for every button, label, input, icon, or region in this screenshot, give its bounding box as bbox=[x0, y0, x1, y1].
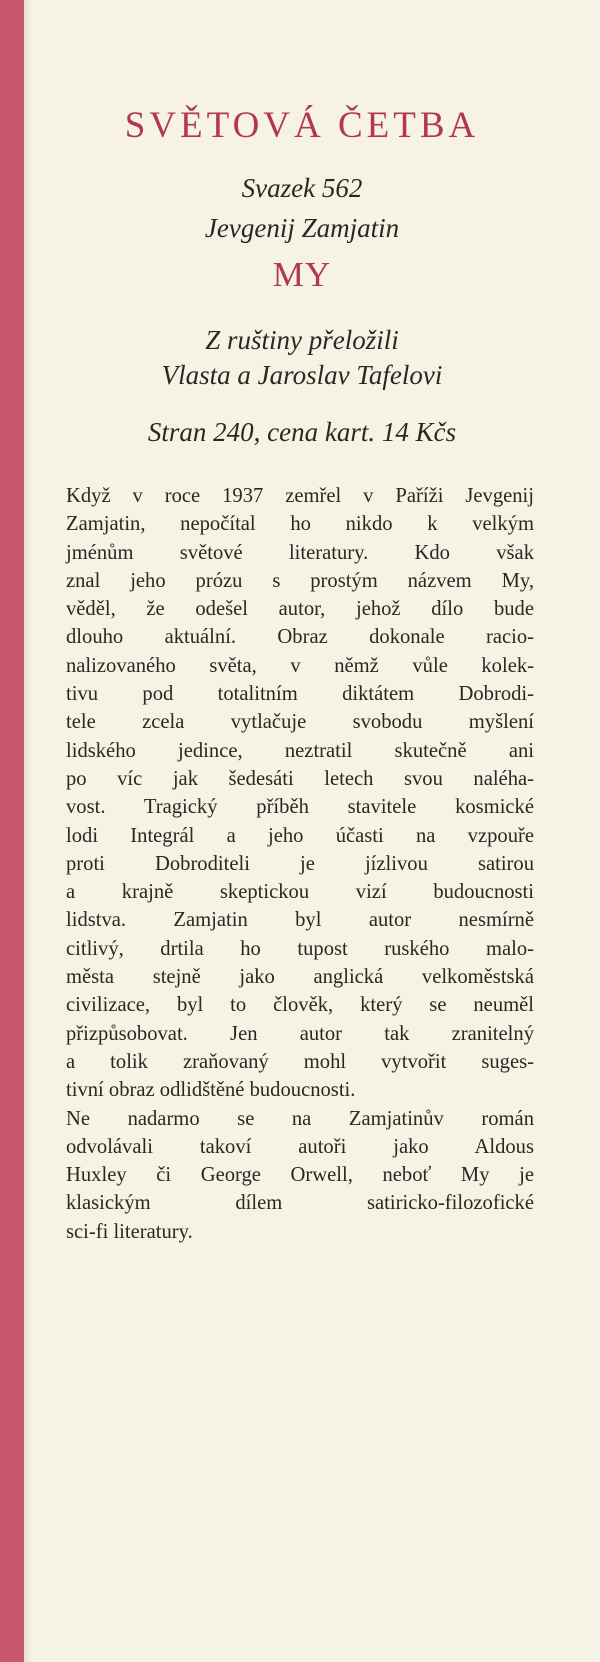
annotation-line: odvolávali takoví autoři jako Aldous bbox=[66, 1135, 534, 1158]
spine-shadow bbox=[24, 0, 32, 1662]
annotation-line: jménům světové literatury. Kdo však bbox=[66, 541, 534, 564]
annotation-line: tivní obraz odlidštěné budoucnosti. bbox=[66, 1079, 356, 1102]
annotation-line: lidského jedince, neztratil skutečně ani bbox=[66, 739, 534, 762]
annotation-text bbox=[66, 482, 534, 1246]
annotation-line: po víc jak šedesáti letech svou naléha- bbox=[66, 767, 534, 790]
annotation-line: dlouho aktuální. Obraz dokonale racio- bbox=[66, 626, 534, 649]
translators: Vlasta a Jaroslav Tafelovi bbox=[161, 360, 443, 390]
annotation-line: tivu pod totalitním diktátem Dobrodi- bbox=[66, 683, 534, 706]
annotation-line: přizpůsobovat. Jen autor tak zranitelný bbox=[66, 1022, 534, 1045]
series-title: SVĚTOVÁ ČETBA bbox=[124, 105, 480, 146]
annotation-line: Huxley či George Orwell, neboť My je bbox=[66, 1164, 534, 1187]
annotation-line: tele zcela vytlačuje svobodu myšlení bbox=[66, 711, 534, 734]
annotation-line: a tolik zraňovaný mohl vytvořit suges- bbox=[66, 1050, 534, 1073]
annotation-line: proti Dobroditeli je jízlivou satirou bbox=[66, 852, 534, 875]
annotation-line: nalizovaného světa, v němž vůle kolek- bbox=[66, 654, 534, 677]
annotation-line: města stejně jako anglická velkoměstská bbox=[66, 966, 534, 989]
book-title: MY bbox=[272, 255, 332, 294]
pages-price: Stran 240, cena kart. 14 Kčs bbox=[147, 417, 457, 447]
annotation-line: sci-fi literatury. bbox=[66, 1220, 193, 1243]
author-name: Jevgenij Zamjatin bbox=[204, 213, 400, 243]
annotation-line: Zamjatin, nepočítal ho nikdo k velkým bbox=[66, 513, 534, 536]
annotation-line: věděl, že odešel autor, jehož dílo bude bbox=[66, 598, 534, 621]
annotation-line: civilizace, byl to člověk, který se neuměl bbox=[66, 994, 534, 1017]
annotation-line: lidstva. Zamjatin byl autor nesmírně bbox=[66, 909, 534, 932]
annotation-line: klasickým dílem satiricko-filozofické bbox=[66, 1192, 534, 1215]
volume-number: Svazek 562 bbox=[241, 173, 363, 203]
annotation-line: Když v roce 1937 zemřel v Paříži Jevgenij bbox=[66, 485, 534, 507]
red-spine-stripe bbox=[0, 0, 24, 1662]
annotation-line: vost. Tragický příběh stavitele kosmické bbox=[66, 796, 534, 819]
annotation-line: citlivý, drtila ho tupost ruského malo- bbox=[66, 937, 534, 960]
annotation-line: a krajně skeptickou vizí budoucnosti bbox=[66, 881, 534, 904]
annotation-line: znal jeho prózu s prostým názvem My, bbox=[66, 569, 534, 592]
annotation-line: Ne nadarmo se na Zamjatinův román bbox=[66, 1107, 534, 1130]
annotation-line: lodi Integrál a jeho účasti na vzpouře bbox=[66, 824, 534, 847]
translated-by: Z ruštiny přeložili bbox=[205, 325, 399, 355]
